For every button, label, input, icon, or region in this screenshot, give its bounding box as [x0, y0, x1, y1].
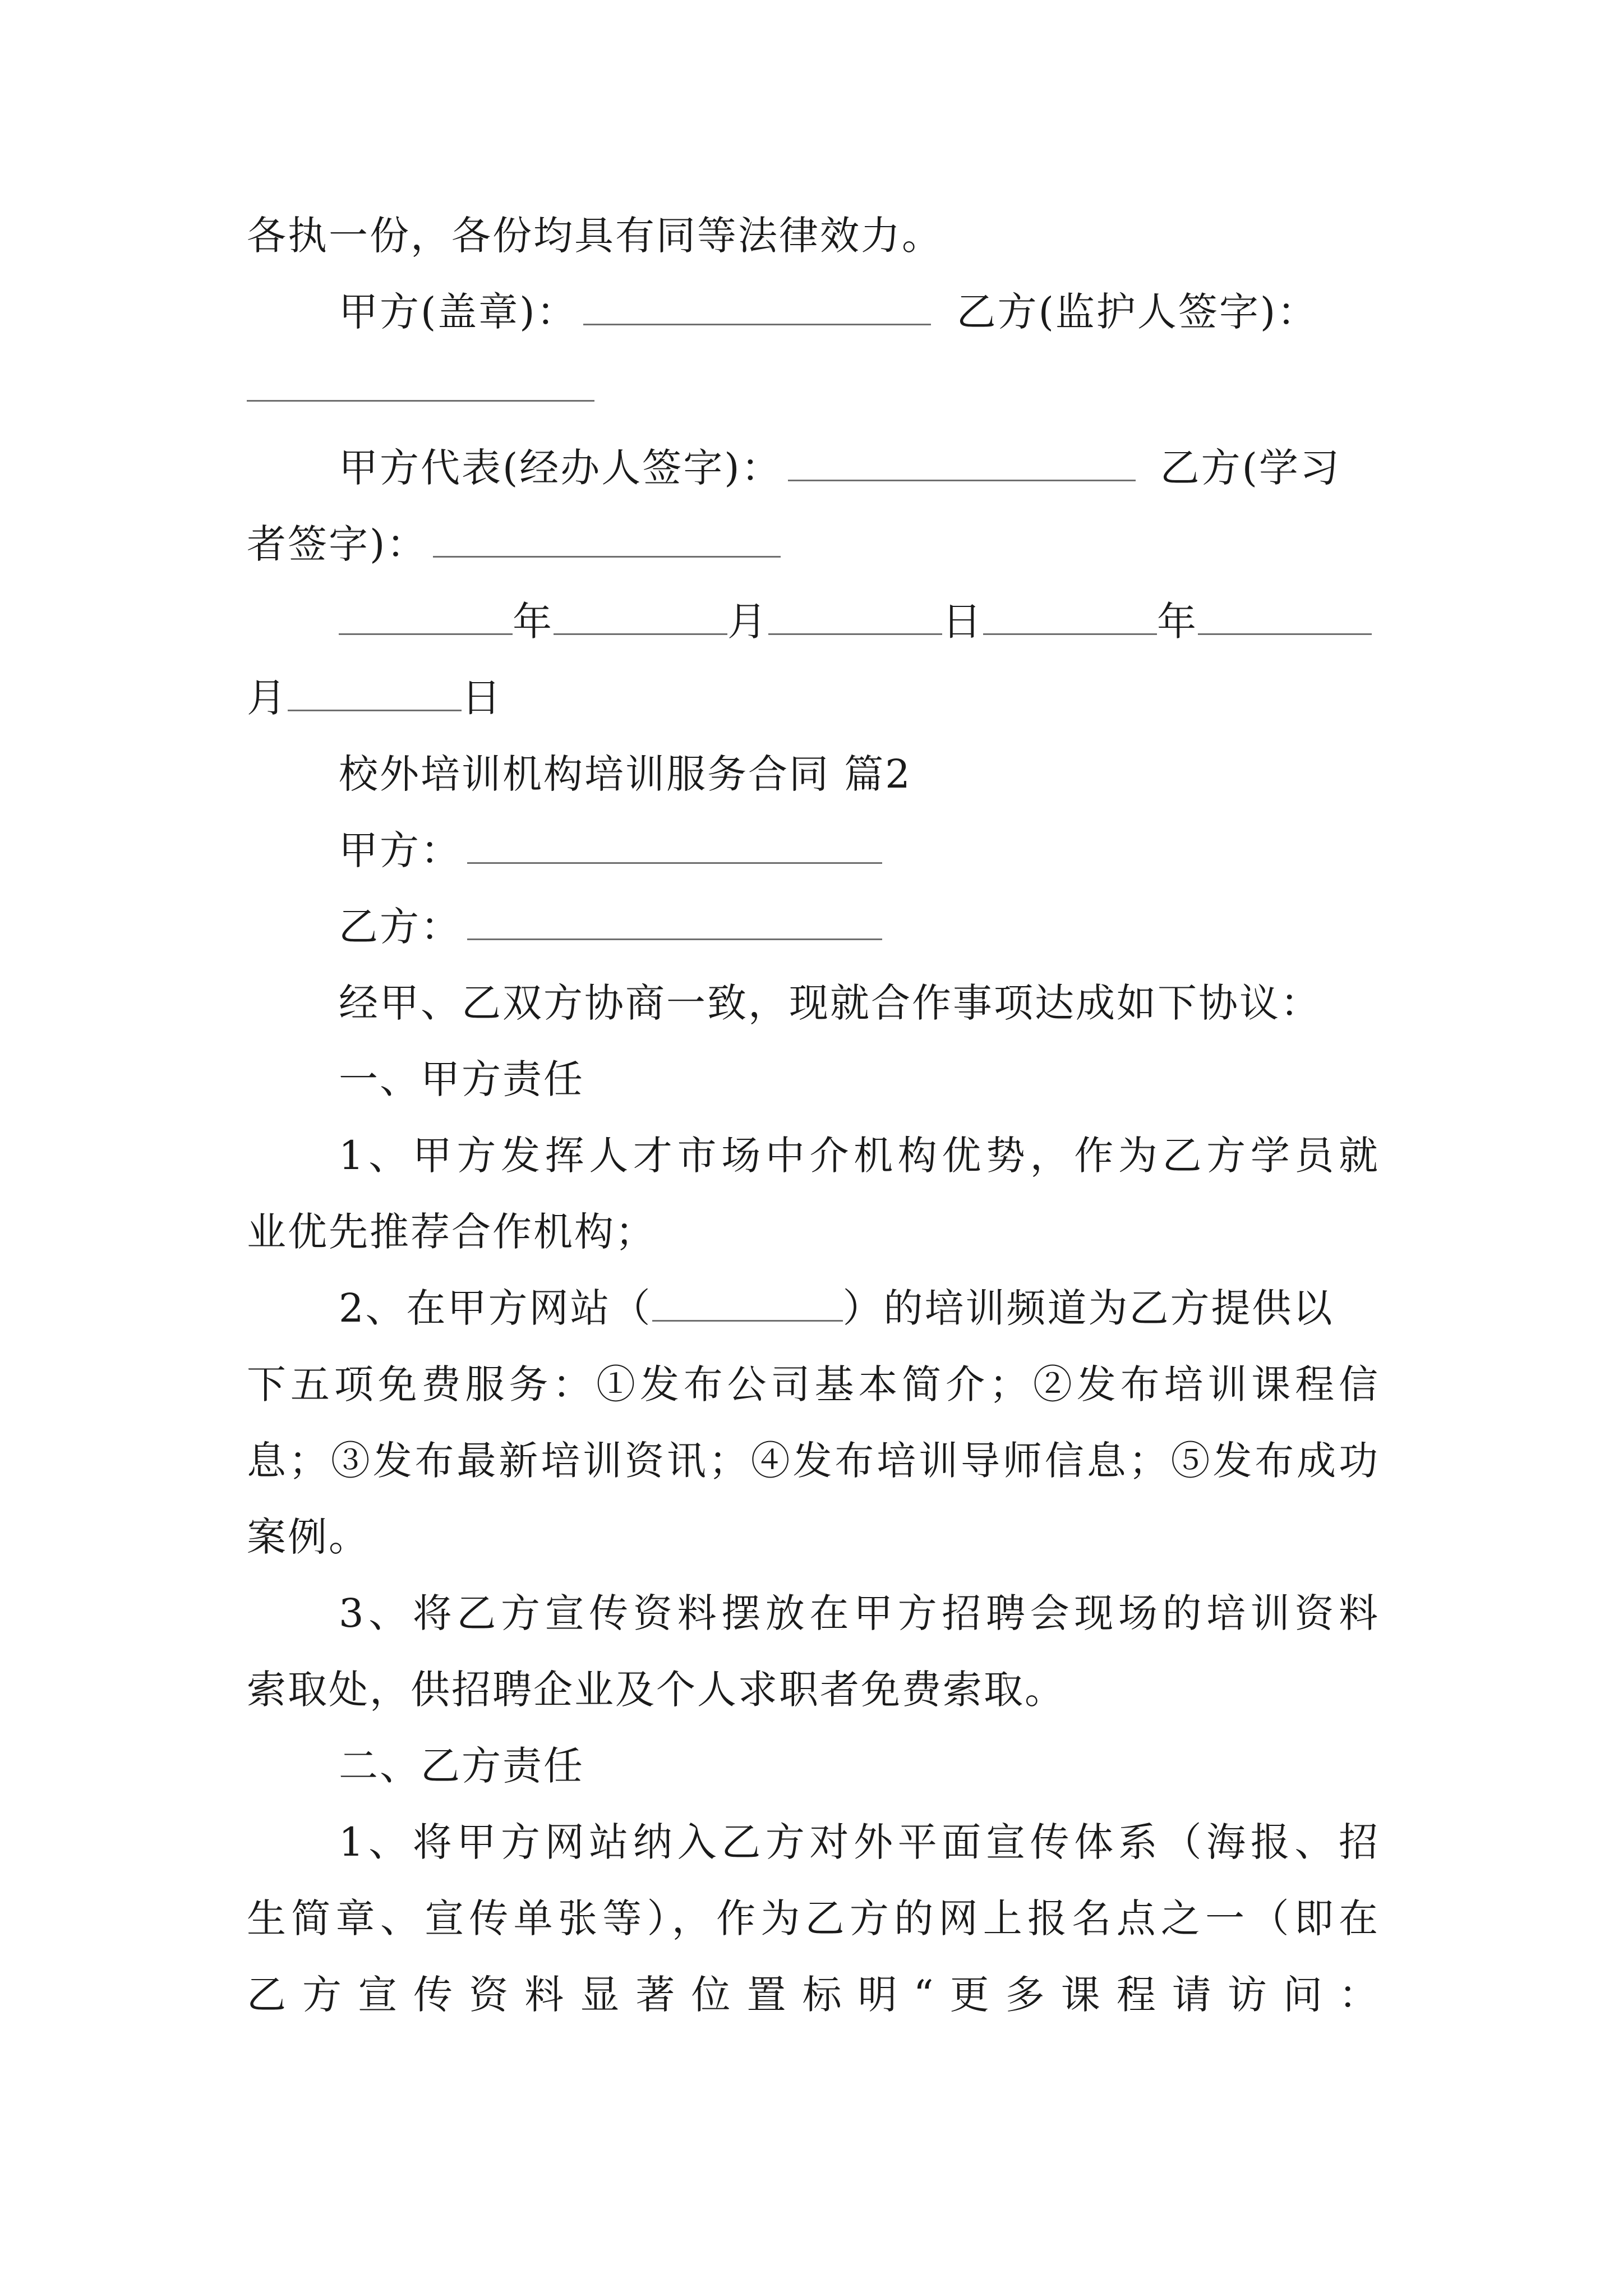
s1-item1-line1: 1、甲方发挥人才市场中介机构优势，作为乙方学员就: [339, 1133, 1380, 1179]
date-month-label: 月: [727, 599, 768, 645]
signature-line-guardian-blank: [247, 361, 1380, 415]
party-a-rep-blank: [788, 445, 1136, 481]
s1-item1-line2: 业优先推荐合作机构；: [247, 1209, 656, 1255]
party-a-rep-label: 甲方代表(经办人签字)：: [339, 445, 782, 491]
s1-item3-line2: 索取处，供招聘企业及个人求职者免费索取。: [247, 1667, 1066, 1713]
signature-line-seal: [339, 285, 1380, 339]
date-year-label: 年: [1157, 599, 1198, 645]
contract-title: 校外培训机构培训服务合同 篇2: [339, 751, 912, 797]
date-day-label: 日: [462, 675, 502, 721]
date-blank: [1198, 599, 1372, 635]
copies-clause: 各执一份，各份均具有同等法律效力。: [247, 213, 943, 259]
party-a-line: [339, 823, 1380, 877]
date-line-1: [339, 595, 1380, 648]
section-2-heading: 二、乙方责任: [339, 1743, 584, 1789]
s1-item2-line3: 息；③发布最新培训资讯；④发布培训导师信息；⑤发布成功: [247, 1438, 1380, 1484]
date-blank: [288, 675, 462, 711]
party-b-blank: [467, 904, 882, 940]
party-a-seal-label: 甲方(盖章)：: [339, 289, 578, 335]
party-a-label: 甲方：: [339, 827, 462, 873]
website-blank: [652, 1285, 843, 1322]
section-1-heading: 一、甲方责任: [339, 1056, 584, 1102]
date-blank: [768, 599, 942, 635]
party-a-blank: [467, 827, 882, 864]
intro-paragraph: 经甲、乙双方协商一致，现就合作事项达成如下协议：: [339, 980, 1321, 1026]
date-year-label: 年: [513, 599, 554, 645]
party-b-learner-label-a: 乙方(学习: [1160, 445, 1341, 491]
s1-item3-line1: 3、将乙方宣传资料摆放在甲方招聘会现场的培训资料: [339, 1590, 1380, 1636]
s2-item1-line1: 1、将甲方网站纳入乙方对外平面宣传体系（海报、招: [339, 1819, 1380, 1865]
s1-item2-line2: 下五项免费服务：①发布公司基本简介；②发布培训课程信: [247, 1361, 1380, 1407]
date-blank: [983, 599, 1157, 635]
s2-item1-line2: 生简章、宣传单张等），作为乙方的网上报名点之一（即在: [247, 1895, 1380, 1941]
date-line-2: [247, 671, 1380, 725]
party-b-guardian-blank: [247, 365, 594, 402]
signature-line-learner: [247, 517, 1380, 571]
s1-item2-line4: 案例。: [247, 1514, 370, 1560]
date-month-label: 月: [247, 675, 288, 721]
date-day-label: 日: [942, 599, 983, 645]
s1-item2-text-a: 2、在甲方网站（: [339, 1285, 652, 1331]
date-blank: [339, 599, 513, 635]
s2-item1-line3: 乙方宣传资料显著位置标明“更多课程请访问：: [247, 1972, 1380, 2018]
party-a-seal-blank: [583, 289, 931, 325]
party-b-line: [339, 900, 1380, 954]
party-b-learner-blank: [433, 521, 781, 558]
party-b-learner-label-b: 者签字)：: [247, 521, 428, 567]
date-blank: [554, 599, 727, 635]
party-b-label: 乙方：: [339, 904, 462, 950]
party-b-guardian-label: 乙方(监护人签字)：: [956, 289, 1318, 335]
signature-line-rep: [339, 441, 1380, 495]
s1-item2-text-b: ）的培训频道为乙方提供以: [842, 1285, 1334, 1331]
s1-item2-line1: [339, 1281, 1380, 1335]
